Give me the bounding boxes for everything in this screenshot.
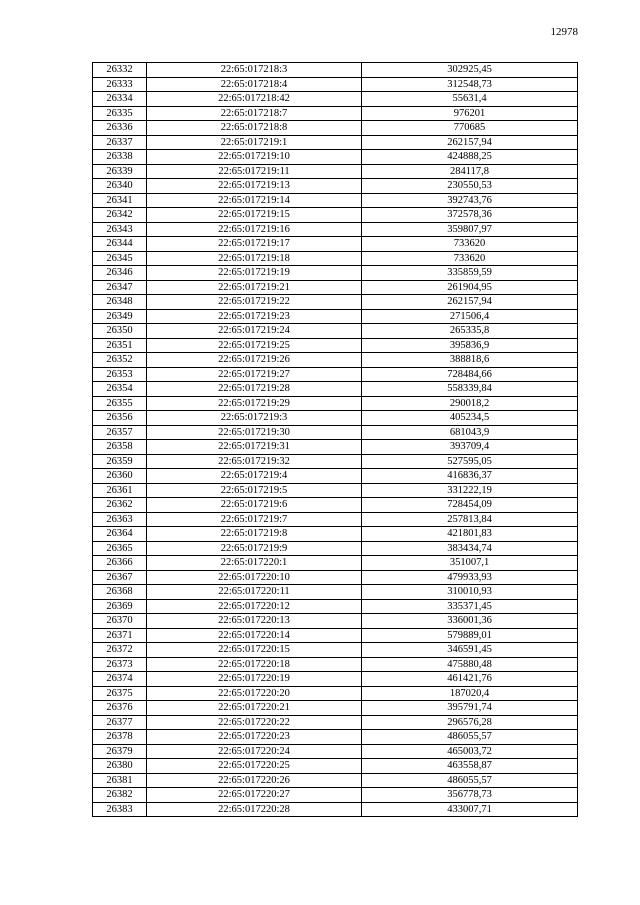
cadastral-number-cell: 22:65:017219:14 [147,193,362,208]
cadastral-number-cell: 22:65:017219:22 [147,295,362,310]
cadastral-value-cell: 770685 [362,121,578,136]
cadastral-number-cell: 22:65:017219:29 [147,396,362,411]
table-row [93,701,578,716]
cadastral-value-cell: 335371,45 [362,599,578,614]
cadastral-value-cell: 262157,94 [362,135,578,150]
table-row [93,788,578,803]
table-row [93,280,578,295]
cadastral-value-cell: 312548,73 [362,77,578,92]
cadastral-number-cell: 22:65:017220:14 [147,628,362,643]
table-row [93,338,578,353]
cadastral-value-cell: 486055,57 [362,730,578,745]
cadastral-value-cell: 461421,76 [362,672,578,687]
row-number-cell: 26351 [93,338,147,353]
cadastral-number-cell: 22:65:017220:26 [147,773,362,788]
row-number-cell: 26383 [93,802,147,817]
cadastral-value-cell: 681043,9 [362,425,578,440]
cadastral-number-cell: 22:65:017219:15 [147,208,362,223]
cadastral-value-cell: 558339,84 [362,382,578,397]
row-number-cell: 26339 [93,164,147,179]
row-number-cell: 26367 [93,570,147,585]
table-row [93,164,578,179]
cadastral-value-cell: 405234,5 [362,411,578,426]
row-number-cell: 26359 [93,454,147,469]
row-number-cell: 26369 [93,599,147,614]
cadastral-value-cell: 302925,45 [362,63,578,78]
table-row [93,672,578,687]
table-row [93,715,578,730]
table-row [93,802,578,817]
cadastral-number-cell: 22:65:017218:4 [147,77,362,92]
table-row [93,106,578,121]
table-row [93,512,578,527]
cadastral-value-cell: 421801,83 [362,527,578,542]
row-number-cell: 26361 [93,483,147,498]
cadastral-number-cell: 22:65:017219:9 [147,541,362,556]
cadastral-number-cell: 22:65:017220:24 [147,744,362,759]
table-row [93,179,578,194]
row-number-cell: 26332 [93,63,147,78]
cadastral-number-cell: 22:65:017219:16 [147,222,362,237]
cadastral-value-cell: 356778,73 [362,788,578,803]
cadastral-value-cell: 393709,4 [362,440,578,455]
table-row [93,454,578,469]
row-number-cell: 26349 [93,309,147,324]
table-row [93,237,578,252]
table-row [93,483,578,498]
cadastral-value-table [92,62,578,817]
cadastral-value-cell: 475880,48 [362,657,578,672]
cadastral-value-cell: 262157,94 [362,295,578,310]
cadastral-value-cell: 527595,05 [362,454,578,469]
row-number-cell: 26340 [93,179,147,194]
cadastral-number-cell: 22:65:017219:18 [147,251,362,266]
cadastral-number-cell: 22:65:017219:31 [147,440,362,455]
row-number-cell: 26358 [93,440,147,455]
row-number-cell: 26345 [93,251,147,266]
cadastral-value-cell: 351007,1 [362,556,578,571]
cadastral-number-cell: 22:65:017219:6 [147,498,362,513]
row-number-cell: 26334 [93,92,147,107]
table-row [93,440,578,455]
cadastral-number-cell: 22:65:017220:23 [147,730,362,745]
table-row [93,295,578,310]
cadastral-number-cell: 22:65:017219:13 [147,179,362,194]
table-row [93,643,578,658]
table-row [93,353,578,368]
cadastral-number-cell: 22:65:017219:7 [147,512,362,527]
table-row [93,599,578,614]
cadastral-number-cell: 22:65:017220:18 [147,657,362,672]
cadastral-number-cell: 22:65:017218:42 [147,92,362,107]
cadastral-value-cell: 728484,66 [362,367,578,382]
table-row [93,367,578,382]
row-number-cell: 26347 [93,280,147,295]
table-row [93,396,578,411]
row-number-cell: 26380 [93,759,147,774]
row-number-cell: 26375 [93,686,147,701]
cadastral-number-cell: 22:65:017220:10 [147,570,362,585]
cadastral-value-cell: 733620 [362,251,578,266]
cadastral-value-cell: 424888,25 [362,150,578,165]
cadastral-value-cell: 392743,76 [362,193,578,208]
cadastral-value-cell: 579889,01 [362,628,578,643]
row-number-cell: 26346 [93,266,147,281]
table-row [93,425,578,440]
cadastral-value-cell: 465003,72 [362,744,578,759]
table-row [93,541,578,556]
row-number-cell: 26336 [93,121,147,136]
table-row [93,121,578,136]
row-number-cell: 26382 [93,788,147,803]
table-body [93,63,578,817]
row-number-cell: 26352 [93,353,147,368]
cadastral-value-cell: 346591,45 [362,643,578,658]
row-number-cell: 26366 [93,556,147,571]
cadastral-number-cell: 22:65:017219:4 [147,469,362,484]
row-number-cell: 26371 [93,628,147,643]
table-row [93,150,578,165]
cadastral-value-cell: 463558,87 [362,759,578,774]
cadastral-number-cell: 22:65:017219:11 [147,164,362,179]
cadastral-value-cell: 187020,4 [362,686,578,701]
cadastral-number-cell: 22:65:017220:28 [147,802,362,817]
cadastral-value-cell: 395836,9 [362,338,578,353]
row-number-cell: 26356 [93,411,147,426]
cadastral-number-cell: 22:65:017219:28 [147,382,362,397]
cadastral-value-cell: 310010,93 [362,585,578,600]
table-row [93,730,578,745]
cadastral-value-cell: 271506,4 [362,309,578,324]
row-number-cell: 26368 [93,585,147,600]
row-number-cell: 26355 [93,396,147,411]
row-number-cell: 26360 [93,469,147,484]
cadastral-value-cell: 733620 [362,237,578,252]
cadastral-number-cell: 22:65:017219:27 [147,367,362,382]
row-number-cell: 26357 [93,425,147,440]
cadastral-value-cell: 976201 [362,106,578,121]
row-number-cell: 26372 [93,643,147,658]
cadastral-number-cell: 22:65:017220:13 [147,614,362,629]
cadastral-number-cell: 22:65:017220:20 [147,686,362,701]
cadastral-number-cell: 22:65:017220:15 [147,643,362,658]
cadastral-value-cell: 230550,53 [362,179,578,194]
row-number-cell: 26379 [93,744,147,759]
row-number-cell: 26362 [93,498,147,513]
cadastral-number-cell: 22:65:017218:3 [147,63,362,78]
cadastral-number-cell: 22:65:017219:5 [147,483,362,498]
row-number-cell: 26350 [93,324,147,339]
cadastral-value-cell: 433007,71 [362,802,578,817]
table-row [93,266,578,281]
cadastral-value-cell: 383434,74 [362,541,578,556]
table-row [93,744,578,759]
cadastral-number-cell: 22:65:017219:25 [147,338,362,353]
table-row [93,773,578,788]
cadastral-number-cell: 22:65:017219:23 [147,309,362,324]
cadastral-value-cell: 372578,36 [362,208,578,223]
cadastral-number-cell: 22:65:017220:21 [147,701,362,716]
table-row [93,208,578,223]
row-number-cell: 26335 [93,106,147,121]
cadastral-value-cell: 728454,09 [362,498,578,513]
cadastral-number-cell: 22:65:017219:26 [147,353,362,368]
table-row [93,92,578,107]
row-number-cell: 26343 [93,222,147,237]
table-row [93,324,578,339]
table-row [93,759,578,774]
cadastral-number-cell: 22:65:017220:27 [147,788,362,803]
cadastral-value-cell: 416836,37 [362,469,578,484]
row-number-cell: 26348 [93,295,147,310]
row-number-cell: 26370 [93,614,147,629]
row-number-cell: 26354 [93,382,147,397]
row-number-cell: 26377 [93,715,147,730]
cadastral-value-cell: 486055,57 [362,773,578,788]
table-row [93,614,578,629]
table-row [93,193,578,208]
row-number-cell: 26342 [93,208,147,223]
cadastral-number-cell: 22:65:017220:12 [147,599,362,614]
row-number-cell: 26363 [93,512,147,527]
cadastral-number-cell: 22:65:017218:7 [147,106,362,121]
table-row [93,222,578,237]
table-row [93,469,578,484]
table-row [93,135,578,150]
cadastral-value-cell: 55631,4 [362,92,578,107]
cadastral-number-cell: 22:65:017219:3 [147,411,362,426]
table-row [93,556,578,571]
cadastral-number-cell: 22:65:017219:30 [147,425,362,440]
cadastral-number-cell: 22:65:017219:21 [147,280,362,295]
table-row [93,585,578,600]
cadastral-value-cell: 331222,19 [362,483,578,498]
cadastral-number-cell: 22:65:017219:24 [147,324,362,339]
row-number-cell: 26333 [93,77,147,92]
cadastral-number-cell: 22:65:017219:19 [147,266,362,281]
table-row [93,63,578,78]
row-number-cell: 26364 [93,527,147,542]
cadastral-value-cell: 359807,97 [362,222,578,237]
table-row [93,77,578,92]
row-number-cell: 26373 [93,657,147,672]
table-row [93,657,578,672]
row-number-cell: 26376 [93,701,147,716]
table-row [93,686,578,701]
cadastral-number-cell: 22:65:017219:10 [147,150,362,165]
table-row [93,309,578,324]
cadastral-number-cell: 22:65:017220:19 [147,672,362,687]
table-row [93,498,578,513]
cadastral-value-cell: 335859,59 [362,266,578,281]
row-number-cell: 26381 [93,773,147,788]
row-number-cell: 26341 [93,193,147,208]
cadastral-number-cell: 22:65:017220:11 [147,585,362,600]
cadastral-number-cell: 22:65:017219:1 [147,135,362,150]
row-number-cell: 26365 [93,541,147,556]
cadastral-number-cell: 22:65:017219:8 [147,527,362,542]
cadastral-number-cell: 22:65:017219:32 [147,454,362,469]
row-number-cell: 26338 [93,150,147,165]
row-number-cell: 26378 [93,730,147,745]
cadastral-number-cell: 22:65:017218:8 [147,121,362,136]
table-row [93,382,578,397]
row-number-cell: 26337 [93,135,147,150]
cadastral-value-cell: 257813,84 [362,512,578,527]
cadastral-value-cell: 296576,28 [362,715,578,730]
table-row [93,628,578,643]
cadastral-value-cell: 265335,8 [362,324,578,339]
cadastral-number-cell: 22:65:017220:25 [147,759,362,774]
row-number-cell: 26374 [93,672,147,687]
row-number-cell: 26344 [93,237,147,252]
cadastral-value-cell: 336001,36 [362,614,578,629]
table-row [93,251,578,266]
cadastral-number-cell: 22:65:017220:22 [147,715,362,730]
cadastral-value-cell: 290018,2 [362,396,578,411]
table-row [93,570,578,585]
page-number: 12978 [550,26,578,38]
cadastral-number-cell: 22:65:017220:1 [147,556,362,571]
cadastral-value-cell: 284117,8 [362,164,578,179]
cadastral-value-cell: 388818,6 [362,353,578,368]
table-row [93,411,578,426]
cadastral-value-cell: 261904,95 [362,280,578,295]
cadastral-number-cell: 22:65:017219:17 [147,237,362,252]
cadastral-value-cell: 395791,74 [362,701,578,716]
row-number-cell: 26353 [93,367,147,382]
cadastral-value-cell: 479933,93 [362,570,578,585]
table-row [93,527,578,542]
